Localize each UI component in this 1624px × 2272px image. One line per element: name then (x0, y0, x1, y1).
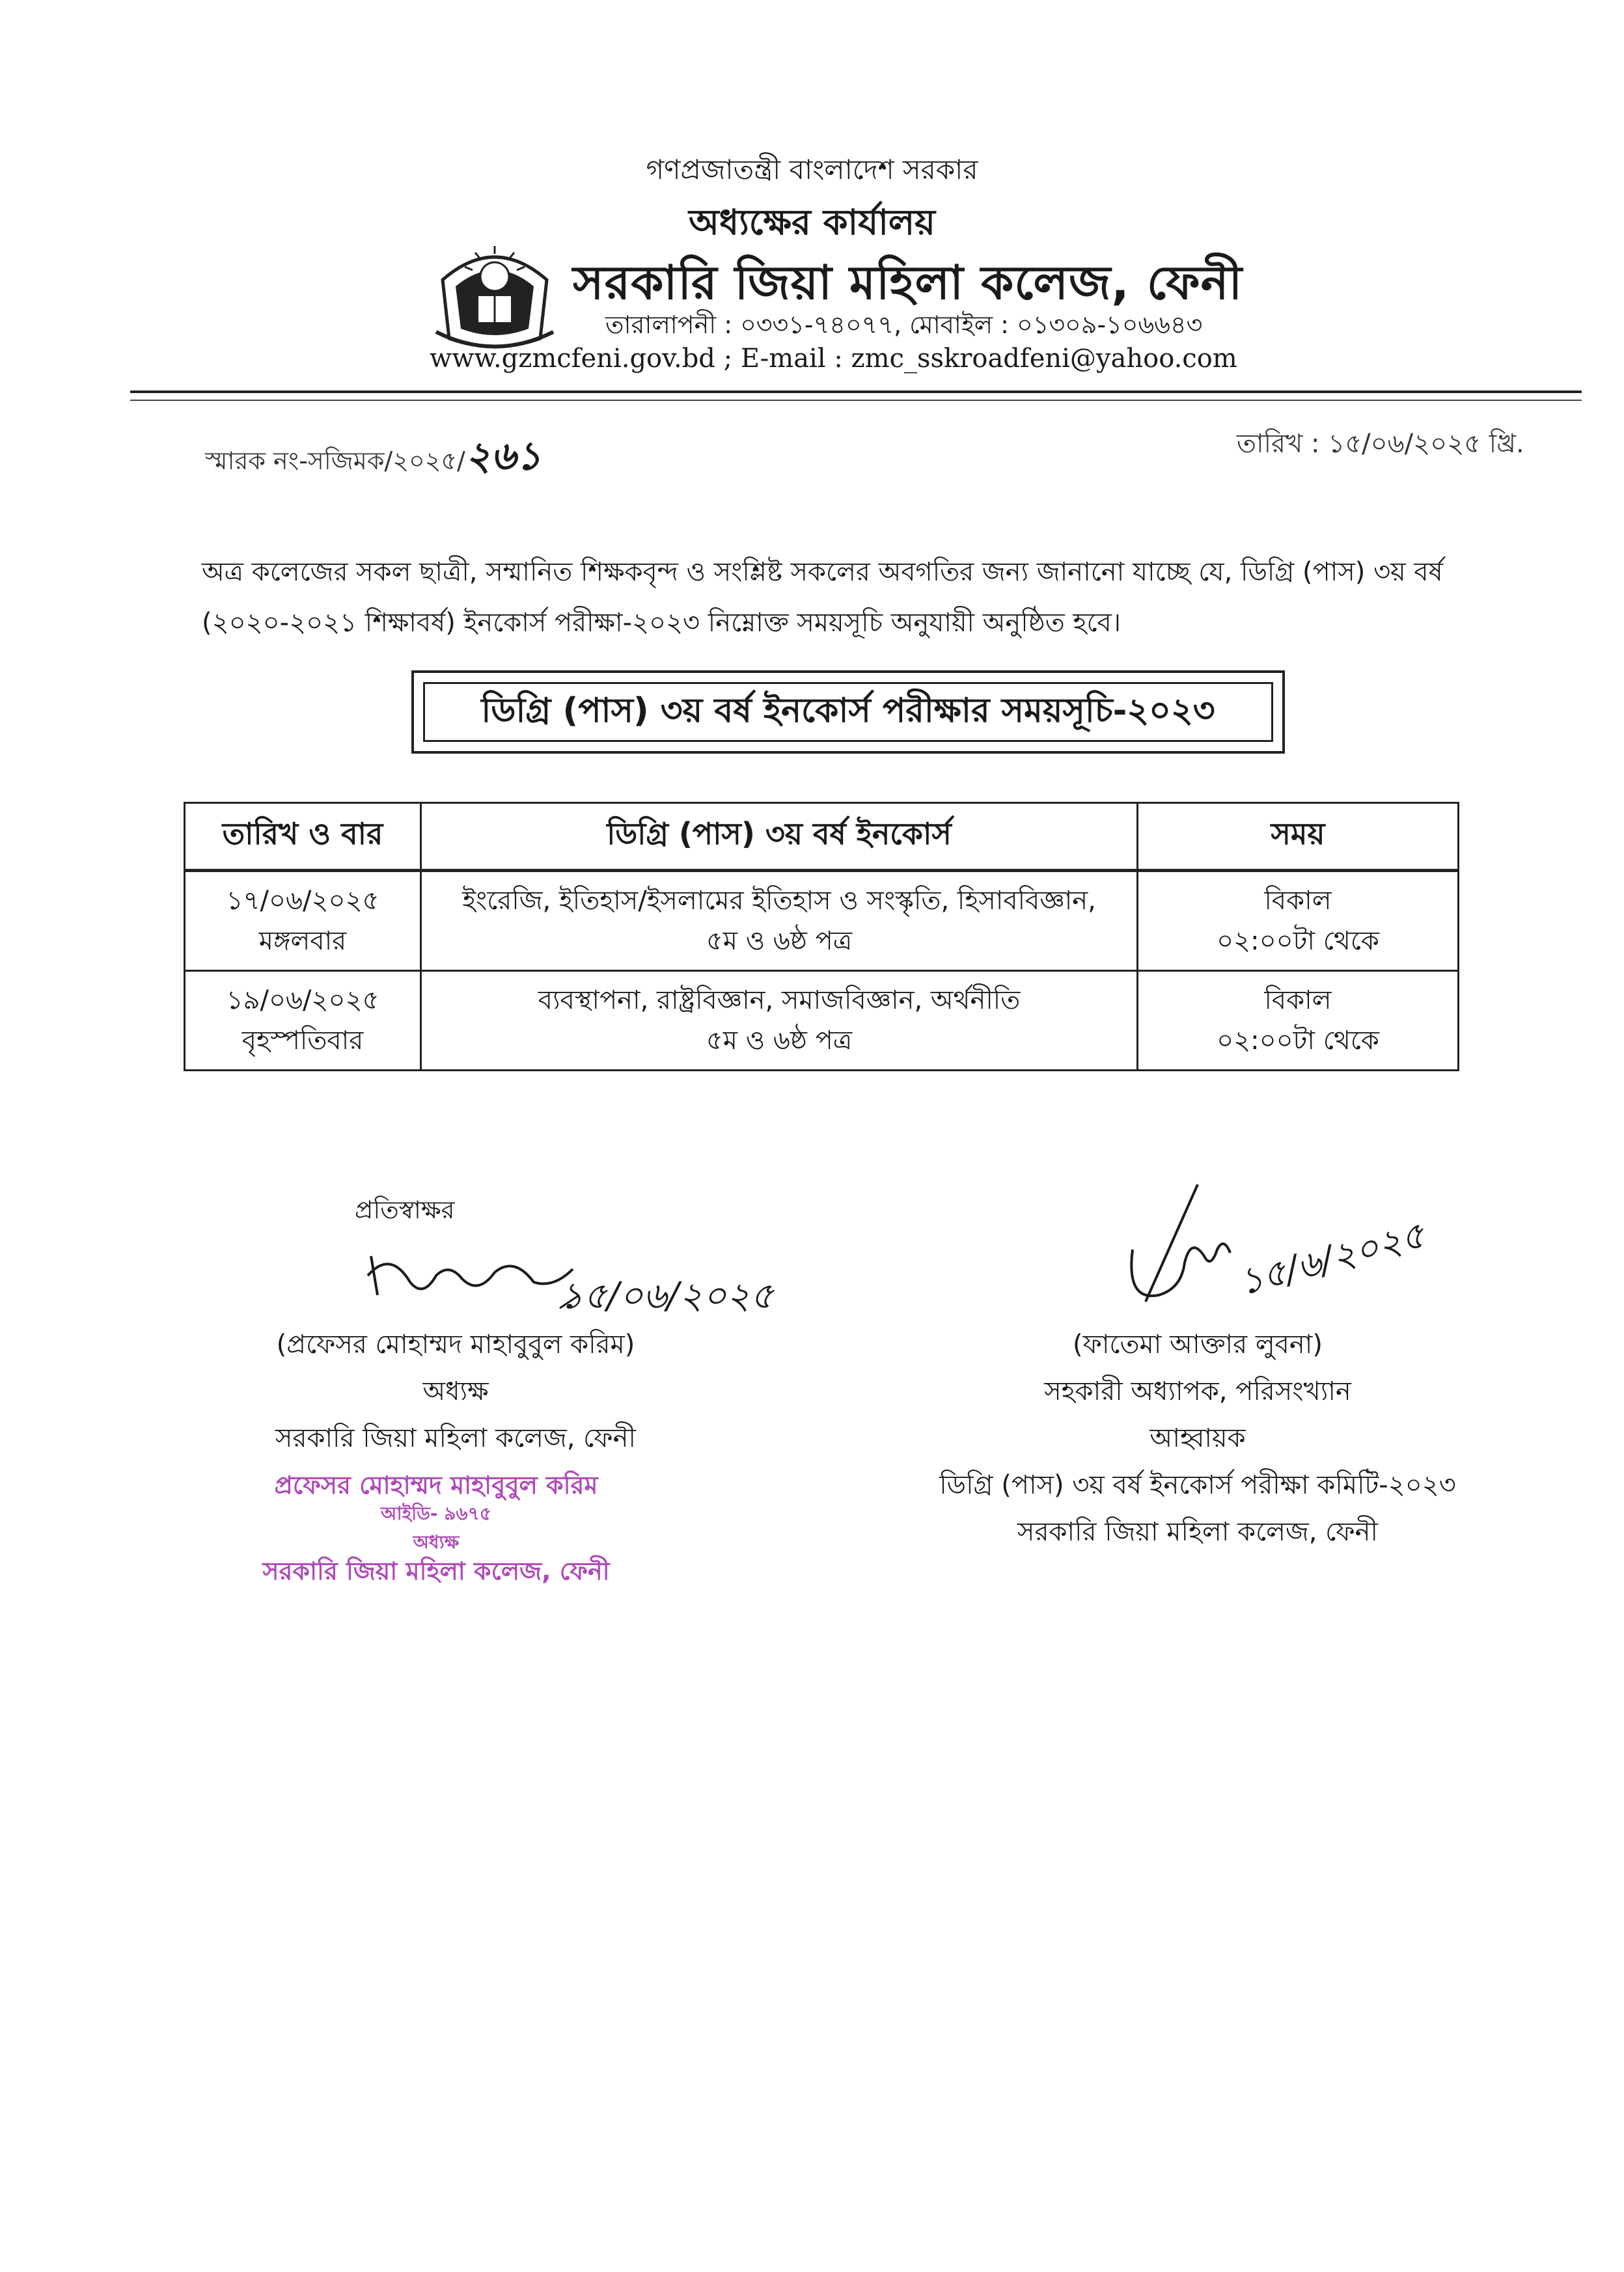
convener-signature-date: ১৫/৬/২০২৫ (1234, 1214, 1430, 1304)
table-header-row (185, 803, 1459, 871)
stamp-name: প্রফেসর মোহাম্মদ মাহাবুবুল করিম (274, 1471, 598, 1499)
schedule-title-box (411, 670, 1285, 754)
schedule-table (184, 802, 1459, 1071)
row-papers: ৫ম ও ৬ষ্ঠ পত্র (706, 926, 853, 956)
convener-committee: ডিগ্রি (পাস) ৩য় বর্ষ ইনকোর্স পরীক্ষা কমিটি-২০২৩ (939, 1470, 1456, 1500)
principal-signature (365, 1237, 774, 1330)
stamp-org: সরকারি জিয়া মহিলা কলেজ, ফেনী (262, 1557, 610, 1585)
principal-name: (প্রফেসর মোহাম্মদ মাহাবুবুল করিম) (276, 1330, 635, 1360)
stamp-title: অধ্যক্ষ (413, 1531, 460, 1553)
header-time: সময় (1138, 803, 1459, 871)
schedule-title: ডিগ্রি (পাস) ৩য় বর্ষ ইনকোর্স পরীক্ষার সময়সূচি-২০২৩ (423, 682, 1273, 742)
contact-phones: তারালাপনী : ০৩৩১-৭৪০৭৭, মোবাইল : ০১৩০৯-১০৬৬৪৩ (605, 310, 1203, 339)
principal-title: অধ্যক্ষ (422, 1376, 489, 1406)
row-subjects-cell (421, 871, 1138, 971)
principal-stamp (260, 1471, 612, 1585)
row-date-cell (185, 971, 421, 1071)
row-day: মঙ্গলবার (258, 926, 347, 956)
table-row (185, 971, 1459, 1071)
convener-role: আহ্বায়ক (1149, 1423, 1246, 1453)
row-date-cell (185, 871, 421, 971)
row-subjects: ইংরেজি, ইতিহাস/ইসলামের ইতিহাস ও সংস্কৃতি, হিসাববিজ্ঞান, (462, 886, 1096, 916)
row-papers: ৫ম ও ৬ষ্ঠ পত্র (706, 1026, 853, 1056)
row-time: ০২:০০টা থেকে (1217, 1026, 1379, 1056)
convener-org: সরকারি জিয়া মহিলা কলেজ, ফেনী (1017, 1517, 1378, 1547)
college-logo (430, 241, 560, 351)
row-time-cell (1138, 971, 1459, 1071)
principal-signature-date: ১৫/০৬/২০২৫ (560, 1275, 774, 1317)
stamp-id: আইডি- ৯৬৭৫ (381, 1503, 491, 1524)
row-time-part: বিকাল (1264, 886, 1332, 916)
row-day: বৃহস্পতিবার (241, 1026, 364, 1056)
notice-paragraph: অত্র কলেজের সকল ছাত্রী, সম্মানিত শিক্ষকবৃন্দ ও সংশ্লিষ্ট সকলের অবগতির জন্য জানানো যাচ্ছে যে, ডিগ্রি (পাস) ৩য় বর্ষ (২০২০-২০২১ শিক্ষাবর্ষ) ইনকোর্স পরীক্ষা-২০২৩ নিম্নোক্ত সময়সূচি অনুযায়ী অনুষ্ঠিত হবে। (202, 557, 1443, 638)
header-divider (130, 390, 1582, 393)
table-row (185, 871, 1459, 971)
header-date-day: তারিখ ও বার (185, 803, 421, 871)
header-course: ডিগ্রি (পাস) ৩য় বর্ষ ইনকোর্স (421, 803, 1138, 871)
convener-title: সহকারী অধ্যাপক, পরিসংখ্যান (1044, 1376, 1351, 1406)
memo-reference (205, 426, 542, 491)
web-email: www.gzmcfeni.gov.bd ; E-mail : zmc_sskroadfeni@yahoo.com (430, 344, 1237, 374)
principal-org: সরকারি জিয়া মহিলা কলেজ, ফেনী (275, 1423, 636, 1453)
row-time-part: বিকাল (1264, 985, 1332, 1015)
header-divider-thin (130, 400, 1582, 401)
college-name: সরকারি জিয়া মহিলা কলেজ, ফেনী (573, 255, 1243, 310)
convener-name: (ফাতেমা আক্তার লুবনা) (1072, 1330, 1323, 1360)
row-time: ০২:০০টা থেকে (1217, 926, 1379, 956)
principal-block (202, 1321, 709, 1462)
memo-ref-number: ২৬১ (465, 433, 542, 479)
office-heading: অধ্যক্ষের কার্যালয় (689, 202, 935, 243)
memo-ref-prefix: স্মারক নং-সজিমক/২০২৫/ (205, 446, 465, 475)
government-heading: গণপ্রজাতন্ত্রী বাংলাদেশ সরকার (646, 154, 978, 185)
countersign-label: প্রতিস্বাক্ষর (355, 1196, 455, 1224)
memo-date: তারিখ : ১৫/০৬/২০২৫ খ্রি. (1237, 429, 1524, 459)
row-time-cell (1138, 871, 1459, 971)
row-date: ১৯/০৬/২০২৫ (226, 985, 379, 1015)
convener-signature (1120, 1171, 1458, 1343)
row-subjects: ব্যবস্থাপনা, রাষ্ট্রবিজ্ঞান, সমাজবিজ্ঞান, অর্থনীতি (538, 985, 1021, 1015)
convener-block (859, 1321, 1536, 1555)
row-date: ১৭/০৬/২০২৫ (226, 886, 379, 916)
row-subjects-cell (421, 971, 1138, 1071)
